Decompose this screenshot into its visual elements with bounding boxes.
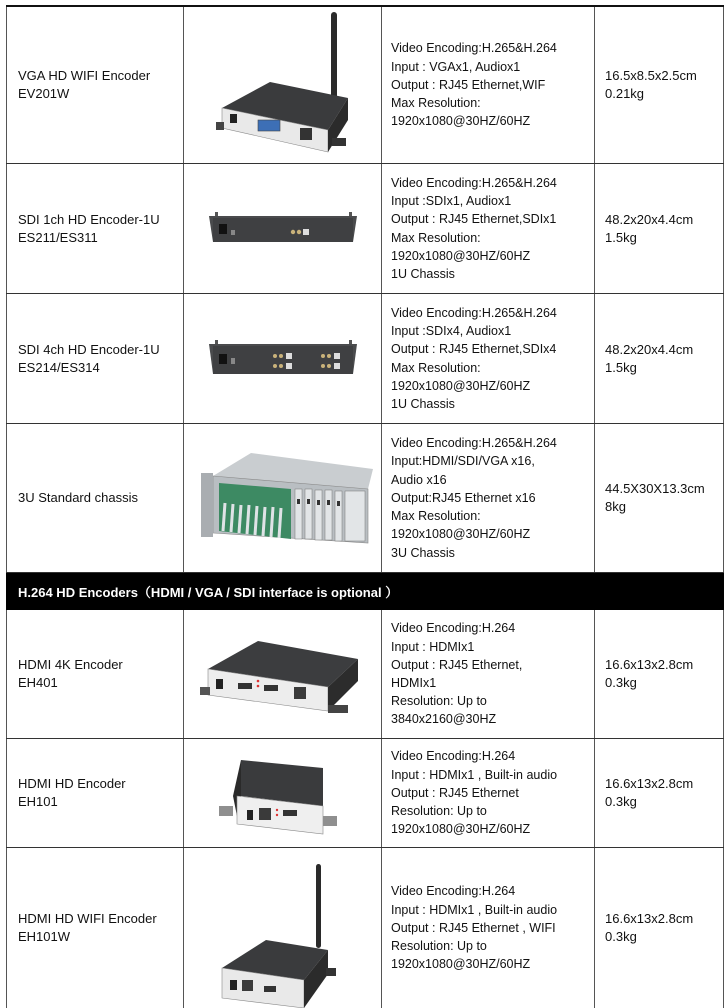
product-spec-table: [6, 5, 724, 1008]
table-row: [6, 610, 724, 739]
product-specs-cell: [381, 7, 594, 163]
product-specs-cell: [381, 610, 594, 738]
hdmi-hd-encoder-image: [213, 746, 353, 841]
product-size-weight-cell: [594, 610, 724, 738]
spec-line: Output : RJ45 Ethernet,WIF: [391, 77, 546, 92]
spec-line: Max Resolution:: [391, 360, 481, 375]
dimensions: 48.2x20x4.4cm: [605, 341, 694, 357]
sdi-4ch-rack-image: [203, 334, 363, 384]
spec-line: Output : RJ45 Ethernet,SDIx1: [391, 212, 557, 227]
table-row: [6, 7, 724, 164]
product-specs-cell: [381, 294, 594, 423]
product-name-cell: [6, 164, 183, 293]
spec-line: Video Encoding:H.264: [391, 749, 516, 764]
spec-line: Audio x16: [391, 472, 447, 487]
product-specs-cell: [381, 164, 594, 293]
spec-line: Video Encoding:H.265&H.264: [391, 41, 557, 56]
product-name: HDMI HD WIFI Encoder: [18, 911, 157, 926]
dimensions: 48.2x20x4.4cm: [605, 211, 694, 227]
product-size-weight-cell: [594, 164, 724, 293]
spec-line: Max Resolution:: [391, 509, 481, 524]
weight: 8kg: [605, 499, 626, 514]
section-header: H.264 HD Encoders（HDMI / VGA / SDI interface is optional ）: [6, 573, 724, 610]
spec-line: Video Encoding:H.264: [391, 884, 516, 899]
spec-line: 1920x1080@30HZ/60HZ: [391, 378, 531, 393]
weight: 0.3kg: [605, 794, 637, 809]
spec-line: Max Resolution:: [391, 230, 481, 245]
product-size-weight-cell: [594, 739, 724, 847]
hdmi-wifi-encoder-image: [208, 858, 358, 1008]
spec-line: 1U Chassis: [391, 266, 455, 281]
spec-line: Resolution: Up to: [391, 939, 487, 954]
table-row: [6, 424, 724, 573]
product-specs-cell: [381, 739, 594, 847]
spec-line: Input : HDMIx1: [391, 639, 475, 654]
spec-line: Max Resolution:: [391, 96, 481, 111]
table-row: [6, 294, 724, 424]
weight: 0.3kg: [605, 675, 637, 690]
product-image-cell: [183, 424, 381, 572]
spec-line: Resolution: Up to: [391, 694, 487, 709]
product-model: EH101: [18, 794, 58, 809]
product-name: SDI 1ch HD Encoder-1U: [18, 211, 160, 227]
product-name: HDMI HD Encoder: [18, 776, 126, 791]
product-name-cell: [6, 739, 183, 847]
product-name: SDI 4ch HD Encoder-1U: [18, 341, 160, 357]
spec-line: Output:RJ45 Ethernet x16: [391, 490, 536, 505]
spec-line: Input :SDIx4, Audiox1: [391, 324, 512, 339]
weight: 1.5kg: [605, 229, 637, 245]
spec-line: Input:HDMI/SDI/VGA x16,: [391, 454, 535, 469]
product-name-cell: [6, 610, 183, 738]
product-specs-cell: [381, 424, 594, 572]
dimensions: 44.5X30X13.3cm: [605, 481, 705, 496]
spec-line: 3840x2160@30HZ: [391, 712, 497, 727]
product-image-cell: [183, 7, 381, 163]
spec-line: 1920x1080@30HZ/60HZ: [391, 957, 531, 972]
spec-line: Output : RJ45 Ethernet , WIFI: [391, 920, 556, 935]
dimensions: 16.6x13x2.8cm: [605, 657, 694, 672]
product-image-cell: [183, 848, 381, 1008]
spec-line: Video Encoding:H.265&H.264: [391, 436, 557, 451]
spec-line: 1920x1080@30HZ/60HZ: [391, 822, 531, 837]
spec-line: 1920x1080@30HZ/60HZ: [391, 114, 531, 129]
spec-line: Input :SDIx1, Audiox1: [391, 194, 512, 209]
table-row: [6, 164, 724, 294]
table-row: [6, 739, 724, 848]
product-size-weight-cell: [594, 848, 724, 1008]
spec-line: 1U Chassis: [391, 396, 455, 411]
table-row: [6, 848, 724, 1008]
spec-line: Video Encoding:H.264: [391, 621, 516, 636]
3u-chassis-image: [193, 441, 373, 556]
product-size-weight-cell: [594, 294, 724, 423]
product-model: EH101W: [18, 929, 71, 944]
spec-line: HDMIx1: [391, 676, 437, 690]
dimensions: 16.6x13x2.8cm: [605, 911, 694, 926]
product-name-cell: [6, 294, 183, 423]
product-image-cell: [183, 294, 381, 423]
spec-line: Input : VGAx1, Audiox1: [391, 59, 521, 74]
weight: 0.3kg: [605, 929, 637, 944]
product-model: EV201W: [18, 86, 70, 101]
product-image-cell: [183, 164, 381, 293]
product-name: 3U Standard chassis: [18, 490, 138, 505]
product-size-weight-cell: [594, 424, 724, 572]
product-model: ES214/ES314: [18, 359, 100, 375]
product-specs-cell: [381, 848, 594, 1008]
sdi-1ch-rack-image: [203, 204, 363, 254]
spec-line: 1920x1080@30HZ/60HZ: [391, 248, 531, 263]
product-size-weight-cell: [594, 7, 724, 163]
vga-wifi-encoder-image: [208, 10, 358, 160]
spec-line: 1920x1080@30HZ/60HZ: [391, 527, 531, 542]
product-image-cell: [183, 739, 381, 847]
hdmi-4k-encoder-image: [198, 629, 368, 719]
product-name: VGA HD WIFI Encoder: [18, 68, 151, 83]
spec-line: Resolution: Up to: [391, 804, 487, 819]
product-image-cell: [183, 610, 381, 738]
product-name: HDMI 4K Encoder: [18, 657, 123, 672]
dimensions: 16.6x13x2.8cm: [605, 776, 694, 791]
product-name-cell: [6, 424, 183, 572]
dimensions: 16.5x8.5x2.5cm: [605, 68, 697, 83]
weight: 1.5kg: [605, 359, 637, 375]
spec-line: Output : RJ45 Ethernet,SDIx4: [391, 342, 557, 357]
spec-line: Input : HDMIx1 , Built-in audio: [391, 767, 558, 782]
spec-line: 3U Chassis: [391, 545, 455, 560]
spec-line: Output : RJ45 Ethernet: [391, 785, 519, 800]
product-name-cell: [6, 7, 183, 163]
spec-line: Input : HDMIx1 , Built-in audio: [391, 902, 558, 917]
product-model: EH401: [18, 675, 58, 690]
spec-line: Video Encoding:H.265&H.264: [391, 305, 557, 320]
spec-line: Video Encoding:H.265&H.264: [391, 175, 557, 190]
spec-line: Output : RJ45 Ethernet,: [391, 657, 523, 672]
product-model: ES211/ES311: [18, 229, 98, 245]
weight: 0.21kg: [605, 86, 645, 101]
product-name-cell: [6, 848, 183, 1008]
